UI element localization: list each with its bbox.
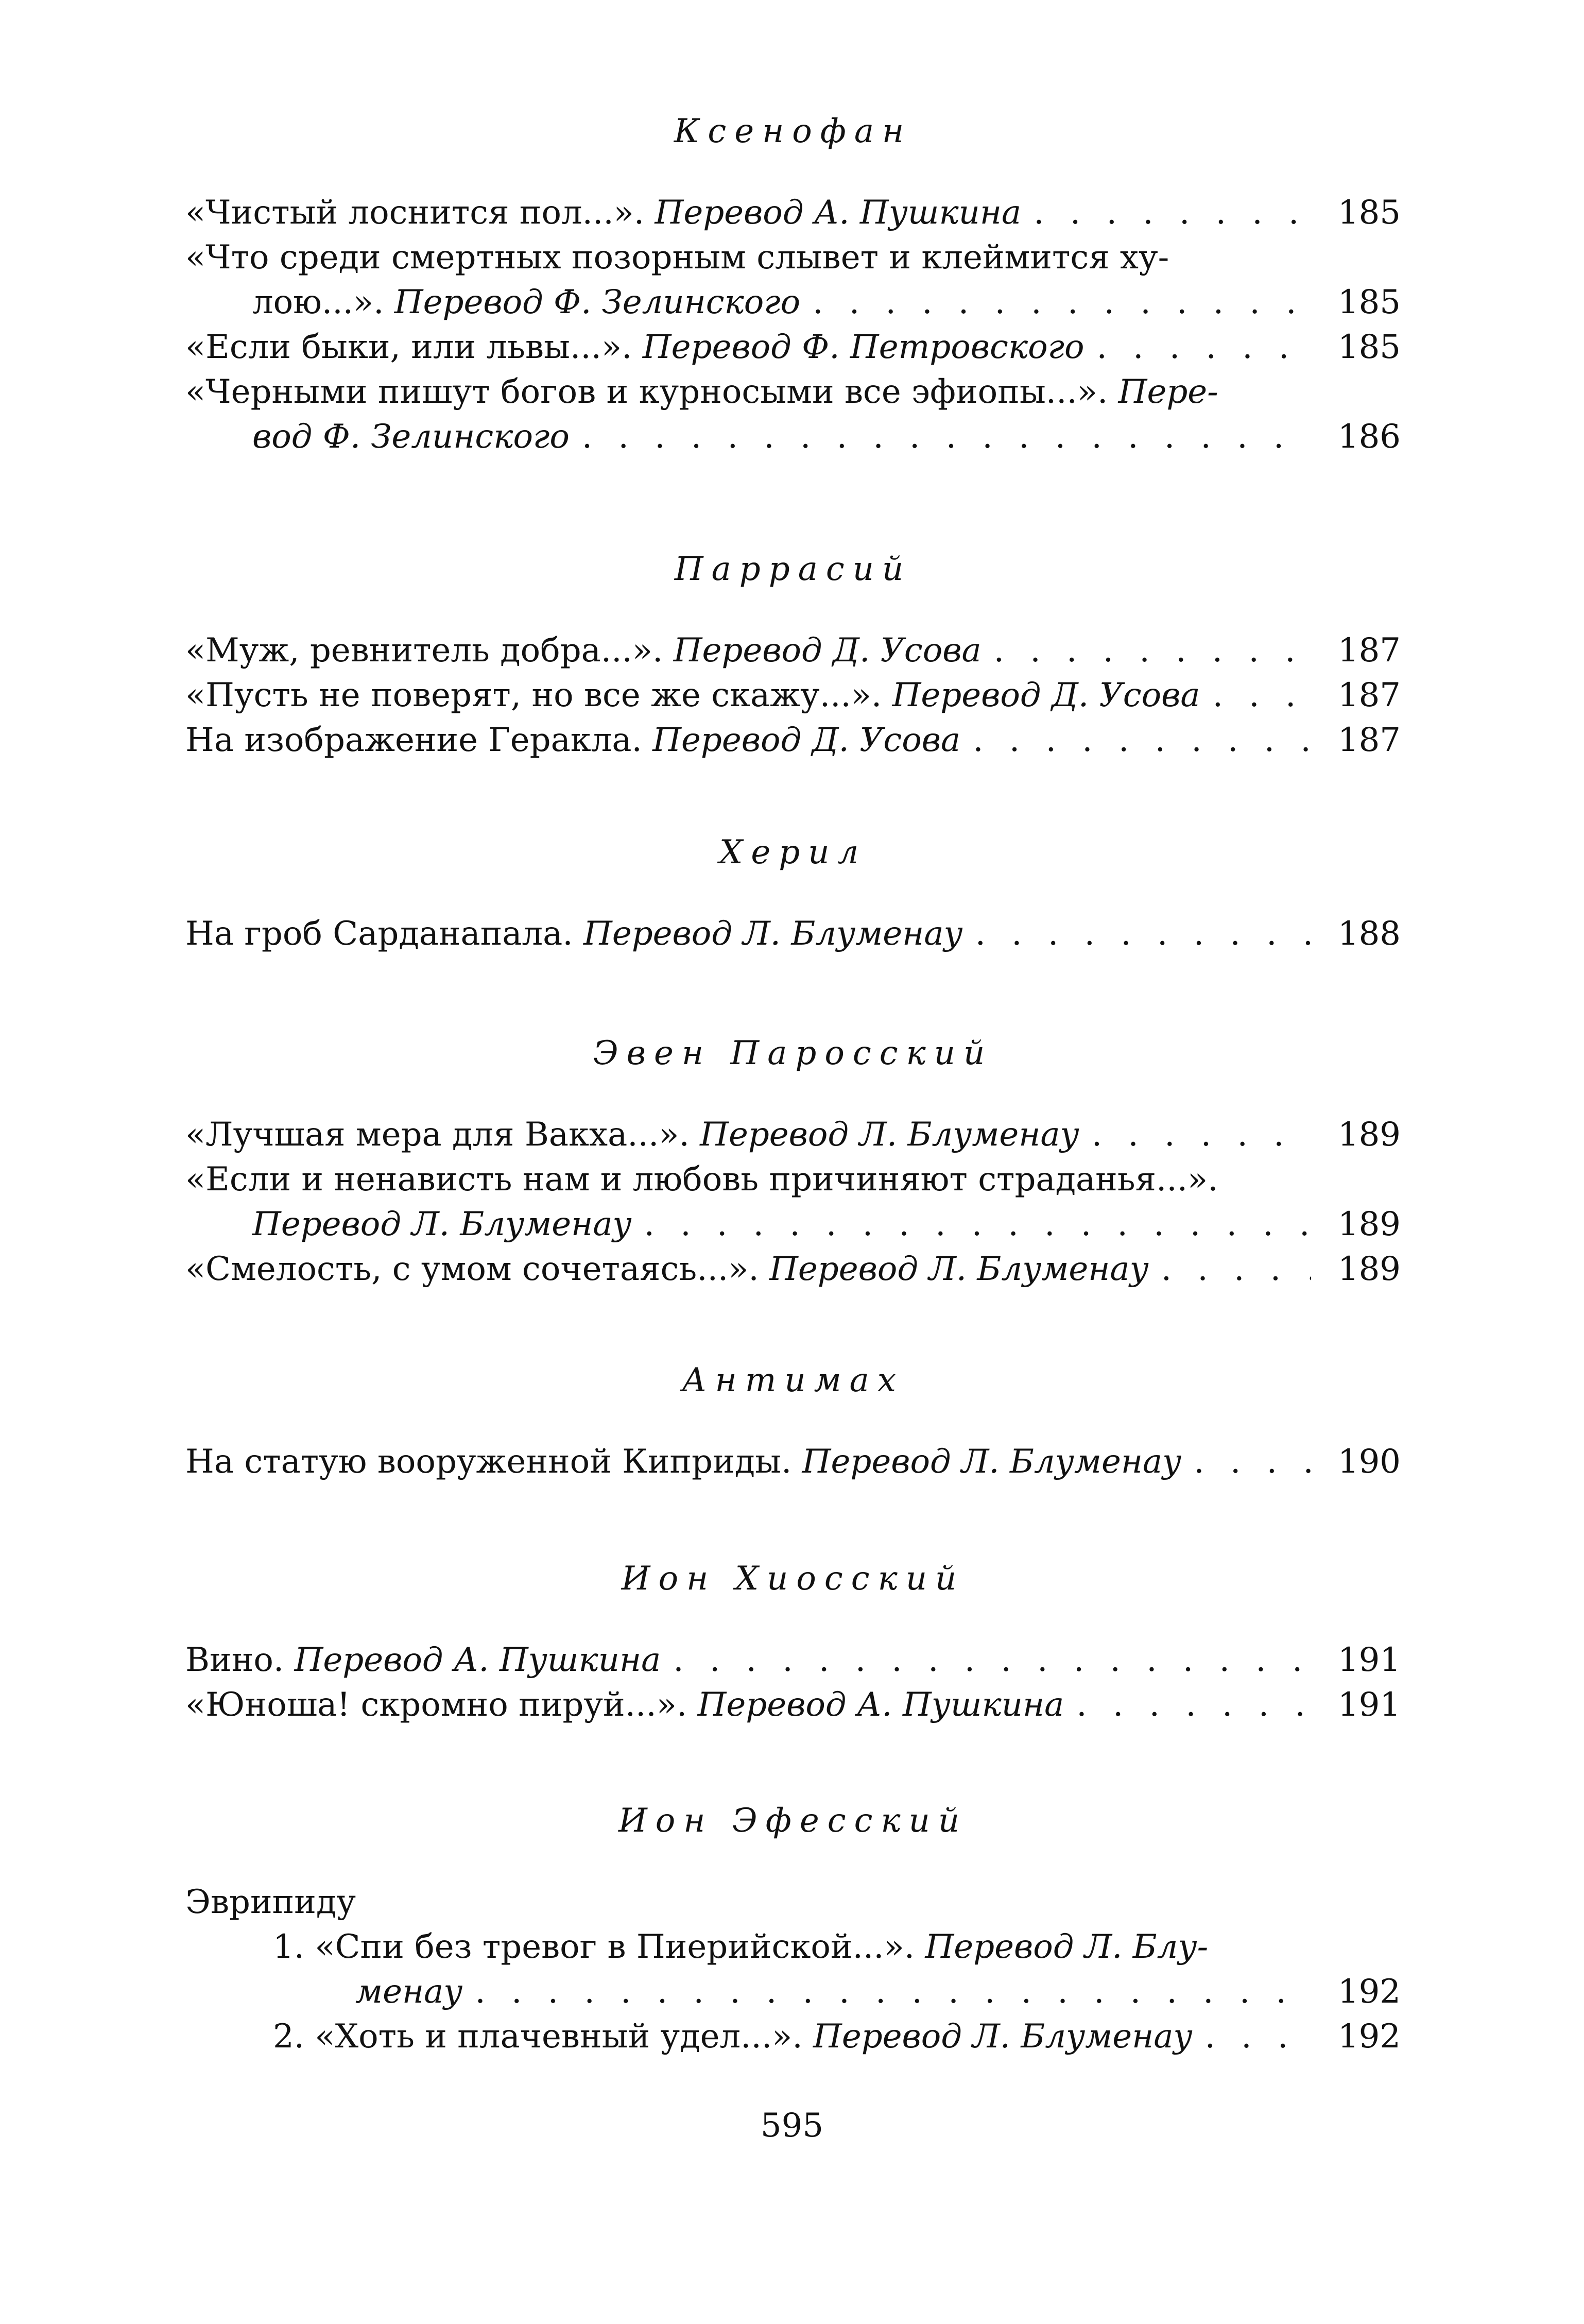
entry-translator: Перевод А. Пушкина	[294, 1641, 661, 1679]
section-ion-of-chios	[185, 1550, 1401, 1728]
entry-translator: Перевод Д. Усова	[652, 721, 961, 759]
page-number: 188	[1337, 915, 1401, 953]
entry-title: «Если и ненависть нам и любовь причиняют страданья...».	[185, 1160, 1218, 1199]
page-number: 185	[1337, 283, 1401, 321]
toc-subentry-wrap	[185, 1925, 1401, 1970]
folio-page-number: 595	[760, 2107, 824, 2145]
page-number: 190	[1337, 1443, 1401, 1481]
entry-translator: менау	[355, 1973, 463, 2011]
page-number: 191	[1337, 1686, 1401, 1724]
section-heading: Ион Эфесский	[618, 1802, 968, 1840]
dot-leader	[1076, 1683, 1311, 1728]
toc-entry-wrap	[185, 1157, 1401, 1202]
entry-translator: Перевод А. Пушкина	[655, 194, 1022, 232]
page-number: 189	[1337, 1116, 1401, 1154]
entry-title: На изображение Геракла.	[185, 721, 642, 759]
page-number: 185	[1337, 194, 1401, 232]
toc-entry-continuation	[185, 280, 1401, 325]
entry-translator: Перевод Л. Блуменау	[583, 915, 963, 953]
section-heading: Ксенофан	[674, 112, 912, 150]
entry-title: «Если быки, или львы...».	[185, 328, 632, 366]
dot-leader	[1213, 673, 1311, 718]
section-choerilus	[185, 824, 1401, 956]
page-number: 187	[1337, 631, 1401, 670]
toc-entry	[185, 1638, 1401, 1683]
toc-entry	[185, 1247, 1401, 1292]
page-number: 189	[1337, 1250, 1401, 1288]
entry-translator: вод Ф. Зелинского	[252, 418, 570, 456]
toc-entry-continuation	[185, 415, 1401, 459]
entry-title: Эврипиду	[185, 1883, 356, 1921]
entry-translator: Перевод Л. Блуменау	[802, 1443, 1182, 1481]
entry-title: «Чистый лоснится пол...».	[185, 194, 645, 232]
toc-entry	[185, 912, 1401, 956]
dot-leader	[673, 1638, 1311, 1683]
dot-leader	[975, 912, 1311, 956]
dot-leader	[1092, 1113, 1311, 1157]
toc-entry	[185, 1683, 1401, 1728]
entry-translator: Перевод Л. Блуменау	[252, 1205, 632, 1243]
toc-group-title	[185, 1880, 1401, 1925]
page-number: 189	[1337, 1205, 1401, 1243]
entry-title: «Юноша! скромно пируй...».	[185, 1686, 687, 1724]
section-xenophanes	[185, 103, 1401, 459]
toc-entry	[185, 718, 1401, 763]
entry-translator: Перевод Л. Блуменау	[813, 2018, 1193, 2056]
page-number: 191	[1337, 1641, 1401, 1679]
section-heading: Ион Хиосский	[621, 1560, 965, 1598]
page-number: 192	[1337, 2018, 1401, 2056]
entry-title: лою...».	[252, 283, 384, 321]
entry-title: 1. «Спи без тревог в Пиерийской...».	[273, 1928, 915, 1966]
page-number: 186	[1337, 418, 1401, 456]
entry-title: «Муж, ревнитель добра...».	[185, 631, 663, 670]
entry-translator: Пере-	[1118, 373, 1218, 411]
entry-title: На гроб Сарданапала.	[185, 915, 573, 953]
page-number: 187	[1337, 721, 1401, 759]
entry-title: 2. «Хоть и плачевный удел...».	[273, 2018, 803, 2056]
toc-entry-wrap	[185, 370, 1401, 415]
entry-title: «Черными пишут богов и курносыми все эфиопы...».	[185, 373, 1108, 411]
dot-leader	[644, 1202, 1311, 1247]
toc-subentry-continuation	[185, 1970, 1401, 2014]
dot-leader	[475, 1970, 1311, 2014]
section-heading: Херил	[719, 833, 867, 872]
page-number: 187	[1337, 676, 1401, 714]
dot-leader	[973, 718, 1311, 763]
entry-translator: Перевод Д. Усова	[892, 676, 1200, 714]
entry-translator: Перевод Ф. Зелинского	[394, 283, 801, 321]
entry-translator: Перевод Д. Усова	[673, 631, 982, 670]
toc-subentry	[185, 2014, 1401, 2059]
toc-entry	[185, 325, 1401, 370]
entry-title: «Лучшая мера для Вакха...».	[185, 1116, 690, 1154]
section-heading: Антимах	[682, 1361, 904, 1399]
dot-leader	[813, 280, 1311, 325]
page-number: 185	[1337, 328, 1401, 366]
dot-leader	[1034, 191, 1311, 235]
entry-translator: Перевод А. Пушкина	[697, 1686, 1064, 1724]
section-evenus	[185, 1025, 1401, 1292]
section-heading: Паррасий	[674, 550, 912, 588]
section-antimachus	[185, 1352, 1401, 1484]
toc-entry	[185, 1440, 1401, 1484]
dot-leader	[994, 628, 1311, 673]
entry-title: «Смелость, с умом сочетаясь...».	[185, 1250, 759, 1288]
section-ion-of-ephesus	[185, 1792, 1401, 2059]
entry-title: «Пусть не поверят, но все же скажу...».	[185, 676, 882, 714]
toc-entry	[185, 628, 1401, 673]
toc-entry-wrap	[185, 235, 1401, 280]
entry-translator: Перевод Л. Блу-	[925, 1928, 1209, 1966]
toc-entry	[185, 673, 1401, 718]
dot-leader	[1205, 2014, 1311, 2059]
entry-title: Вино.	[185, 1641, 284, 1679]
entry-title: На статую вооруженной Киприды.	[185, 1443, 792, 1481]
entry-translator: Перевод Л. Блуменау	[700, 1116, 1079, 1154]
dot-leader	[1161, 1247, 1311, 1292]
dot-leader	[582, 415, 1311, 459]
dot-leader	[1194, 1440, 1311, 1484]
toc-entry	[185, 1113, 1401, 1157]
entry-translator: Перевод Ф. Петровского	[642, 328, 1084, 366]
page-number: 192	[1337, 1973, 1401, 2011]
entry-translator: Перевод Л. Блуменау	[769, 1250, 1149, 1288]
toc-entry	[185, 191, 1401, 235]
section-parrhasius	[185, 541, 1401, 763]
dot-leader	[1096, 325, 1311, 370]
toc-entry-continuation	[185, 1202, 1401, 1247]
entry-title: «Что среди смертных позорным слывет и клеймится ху-	[185, 238, 1169, 277]
section-heading: Эвен Паросский	[593, 1034, 993, 1072]
